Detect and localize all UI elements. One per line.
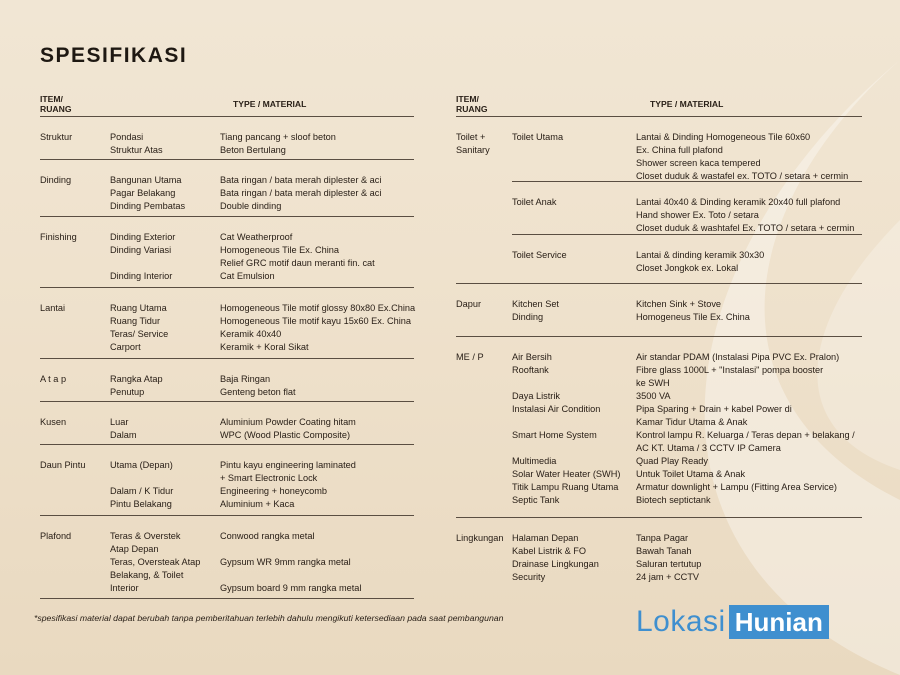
room-label: Titik Lampu Ruang Utama [512,482,619,492]
spec-section-mep [456,337,862,518]
item-label-line: Sanitary [456,145,490,155]
header-room: RUANG [456,104,488,114]
material-value: Baja Ringan [220,374,271,384]
room-label: Dalam / K Tidur [110,486,174,496]
spec-section-lingkungan [456,518,862,596]
material-value: Conwood rangka metal [220,531,315,541]
item-label: Daun Pintu [40,460,86,470]
material-value: Quad Play Ready [636,456,709,466]
room-label: Luar [110,417,129,427]
room-label: Dinding Exterior [110,232,176,242]
brand-logo [636,604,829,640]
room-label: Utama (Depan) [110,460,173,470]
material-value: Closet duduk & wastafel ex. TOTO / setara + cermin [636,171,849,181]
material-value: Genteng beton flat [220,387,296,397]
material-value: Lantai & Dinding Homogeneous Tile 60x60 [636,132,811,142]
spec-table-right [456,94,862,596]
table-header [40,94,414,117]
room-label: Dinding Interior [110,271,173,281]
room-label: Struktur Atas [110,145,163,155]
item-label: Finishing [40,232,77,242]
spec-table-left [40,94,414,599]
logo-text-hunian: Hunian [729,605,829,639]
header-material: TYPE / MATERIAL [650,99,724,109]
material-value: WPC (Wood Plastic Composite) [220,430,351,440]
material-value: ke SWH [636,378,670,388]
room-label: Teras, Oversteak Atap [110,557,201,567]
room-label: Rooftank [512,365,549,375]
item-label-line: Toilet + [456,132,486,142]
room-label: Pagar Belakang [110,188,176,198]
material-value: Armatur downlight + Lampu (Fitting Area Service) [636,482,837,492]
sub-room-block [512,117,862,182]
material-value: Homogeneous Tile motif kayu 15x60 Ex. China [220,316,411,326]
material-value: Pipa Sparing + Drain + kabel Power di [636,404,792,414]
material-value: Fibre glass 1000L + "Instalasi" pompa booster [636,365,824,375]
material-value: Bawah Tanah [636,546,692,556]
material-value: Untuk Toilet Utama & Anak [636,469,746,479]
material-value: 24 jam + CCTV [636,572,700,582]
room-label: Multimedia [512,456,557,466]
room-label: Solar Water Heater (SWH) [512,469,621,479]
spec-section-plafond [40,516,414,599]
room-label: Kitchen Set [512,299,559,309]
material-value: Lantai 40x40 & Dinding keramik 20x40 full plafond [636,197,841,207]
item-label [456,351,484,364]
room-label: Bangunan Utama [110,175,182,185]
item-label-line: ME / P [456,352,484,362]
material-value: Kontrol lampu R. Keluarga / Teras depan + belakang / [636,430,855,440]
room-label: Ruang Tidur [110,316,161,326]
room-label: Security [512,572,546,582]
page-title: SPESIFIKASI [40,44,188,67]
spec-section-dapur [456,284,862,337]
material-value: Closet Jongkok ex. Lokal [636,263,739,273]
header-item: ITEM/ [40,94,63,104]
spec-section-struktur [40,117,414,160]
spec-section-atap [40,359,414,402]
material-value: Biotech septictank [636,495,711,505]
room-label: Carport [110,342,141,352]
material-value: Lantai & dinding keramik 30x30 [636,250,765,260]
room-label: Instalasi Air Condition [512,404,601,414]
room-label: Dinding [512,312,544,322]
room-label: Ruang Utama [110,303,167,313]
item-label: Plafond [40,531,72,541]
header-item: ITEM/ [456,94,479,104]
item-label: Struktur [40,132,73,142]
room-label: Dinding Pembatas [110,201,186,211]
header-room: RUANG [40,104,72,114]
material-value: Aluminium + Kaca [220,499,295,509]
spec-section-toilet [456,117,862,284]
room-label: Daya Listrik [512,391,560,401]
material-value: Engineering + honeycomb [220,486,328,496]
material-value: Tiang pancang + sloof beton [220,132,336,142]
spec-section-kusen [40,402,414,445]
material-value: Aluminium Powder Coating hitam [220,417,356,427]
room-label: Penutup [110,387,145,397]
material-value: Double dinding [220,201,282,211]
room-label: Atap Depan [110,544,159,554]
room-label: Dinding Variasi [110,245,172,255]
material-value: Bata ringan / bata merah diplester & aci [220,188,382,198]
footnote: *spesifikasi material dapat berubah tanpa pemberitahuan terlebih dahulu mengikuti ketersediaan pada saat pembangunan [34,613,504,623]
material-value: + Smart Electronic Lock [220,473,318,483]
item-label: Dinding [40,175,72,185]
item-label-line: Lingkungan [456,533,504,543]
material-value: Keramik 40x40 [220,329,282,339]
material-value: Gypsum WR 9mm rangka metal [220,557,351,567]
item-label: Lantai [40,303,66,313]
spec-section-finishing [40,217,414,288]
material-value: Cat Emulsion [220,271,275,281]
material-value: Kamar Tidur Utama & Anak [636,417,748,427]
material-value: Bata ringan / bata merah diplester & aci [220,175,382,185]
room-label: Interior [110,583,139,593]
room-label: Drainase Lingkungan [512,559,599,569]
room-label: Teras/ Service [110,329,169,339]
material-value: Closet duduk & washtafel Ex. TOTO / setara + cermin [636,223,855,233]
room-label: Teras & Overstek [110,531,181,541]
material-value: Homogeneous Tile motif glossy 80x80 Ex.China [220,303,416,313]
material-value: Cat Weatherproof [220,232,293,242]
material-value: Pintu kayu engineering laminated [220,460,356,470]
item-label-line: Dapur [456,299,482,309]
room-label: Pintu Belakang [110,499,172,509]
material-value: Saluran tertutup [636,559,702,569]
item-label: Kusen [40,417,67,427]
room-label: Smart Home System [512,430,597,440]
material-value: 3500 VA [636,391,671,401]
sub-room-block [512,182,862,235]
table-header [456,94,862,117]
material-value: Homogeneous Tile Ex. China [220,245,339,255]
room-label: Halaman Depan [512,533,579,543]
room-label: Toilet Service [512,250,567,260]
room-label: Septic Tank [512,495,560,505]
spec-section-lantai [40,288,414,359]
room-label: Kabel Listrik & FO [512,546,587,556]
room-label: Toilet Utama [512,132,564,142]
material-value: Gypsum board 9 mm rangka metal [220,583,362,593]
room-label: Belakang, & Toilet [110,570,184,580]
material-value: Kitchen Sink + Stove [636,299,722,309]
header-material: TYPE / MATERIAL [233,99,307,109]
material-value: Beton Bertulang [220,145,286,155]
material-value: Relief GRC motif daun meranti fin. cat [220,258,375,268]
material-value: Hand shower Ex. Toto / setara [636,210,759,220]
item-label [456,298,481,311]
logo-text-lokasi: Lokasi [636,605,726,638]
material-value: Ex. China full plafond [636,145,723,155]
spec-section-dinding [40,160,414,217]
room-label: Rangka Atap [110,374,163,384]
material-value: Keramik + Koral Sikat [220,342,309,352]
room-label: Pondasi [110,132,144,142]
item-label: A t a p [40,374,67,384]
material-value: Homogeneus Tile Ex. China [636,312,750,322]
room-label: Toilet Anak [512,197,557,207]
material-value: AC KT. Utama / 3 CCTV IP Camera [636,443,781,453]
room-label: Air Bersih [512,352,552,362]
spec-section-daunpintu [40,445,414,516]
item-label [456,532,504,545]
material-value: Shower screen kaca tempered [636,158,761,168]
material-value: Air standar PDAM (Instalasi Pipa PVC Ex. Pralon) [636,352,840,362]
room-label: Dalam [110,430,137,440]
item-label [456,131,490,157]
sub-room-block [456,235,862,283]
material-value: Tanpa Pagar [636,533,689,543]
